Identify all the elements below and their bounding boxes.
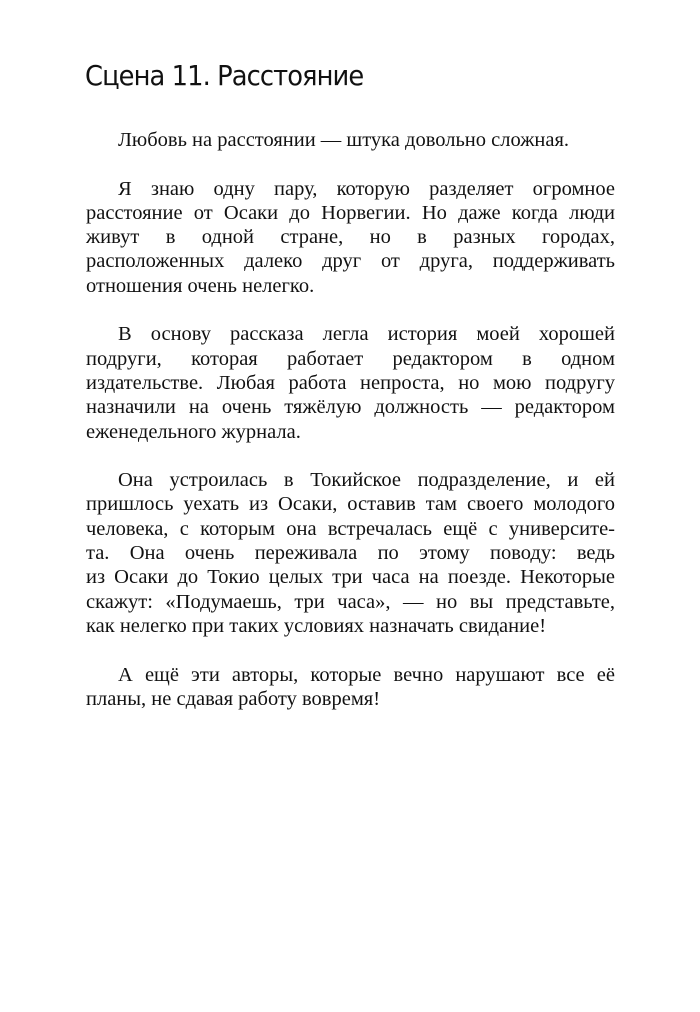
text-line: Я знаю одну пару, которую разделяет огромное [118,177,615,200]
text-line: человека, с которым она встречалась ещё с университе- [86,517,615,540]
text-line: расстояние от Осаки до Норвегии. Но даже когда люди [86,201,615,224]
text-line: В основу рассказа легла история моей хорошей [118,323,615,346]
text-line: отношения очень нелегко. [86,274,315,297]
paragraph-5 [86,663,615,712]
text-line: пришлось уехать из Осаки, оставив там своего молодого [86,493,615,516]
paragraph-3 [86,322,615,443]
text-line: издательстве. Любая работа непроста, но мою подругу [86,371,615,394]
paragraph-4 [86,468,615,638]
text-line: Она устроилась в Токийское подразделение, и ей [118,469,615,492]
text-line: скажут: «Подумаешь, три часа», — но вы представьте, [86,590,615,613]
text-line: планы, не сдавая работу вовремя! [86,687,381,710]
text-line: как нелегко при таких условиях назначать свидание! [86,614,547,637]
chapter-title: Сцена 11. Расстояние [85,59,364,92]
text-line: подруги, которая работает редактором в одном [86,347,615,370]
paragraph-2 [86,177,615,298]
text-line: живут в одной стране, но в разных городах, [86,226,615,249]
text-line: расположенных далеко друг от друга, поддерживать [86,250,615,273]
text-line: та. Она очень переживала по этому поводу: ведь [86,542,615,565]
chapter-body [86,128,615,735]
text-line: еженедельного журнала. [86,420,301,443]
text-line: А ещё эти авторы, которые вечно нарушают все её [118,663,615,686]
text-line: Любовь на расстоянии — штука довольно сложная. [118,129,570,151]
text-line: назначили на очень тяжёлую должность — редактором [86,396,615,419]
paragraph-1 [86,128,615,152]
text-line: из Осаки до Токио целых три часа на поезде. Некоторые [86,566,615,589]
